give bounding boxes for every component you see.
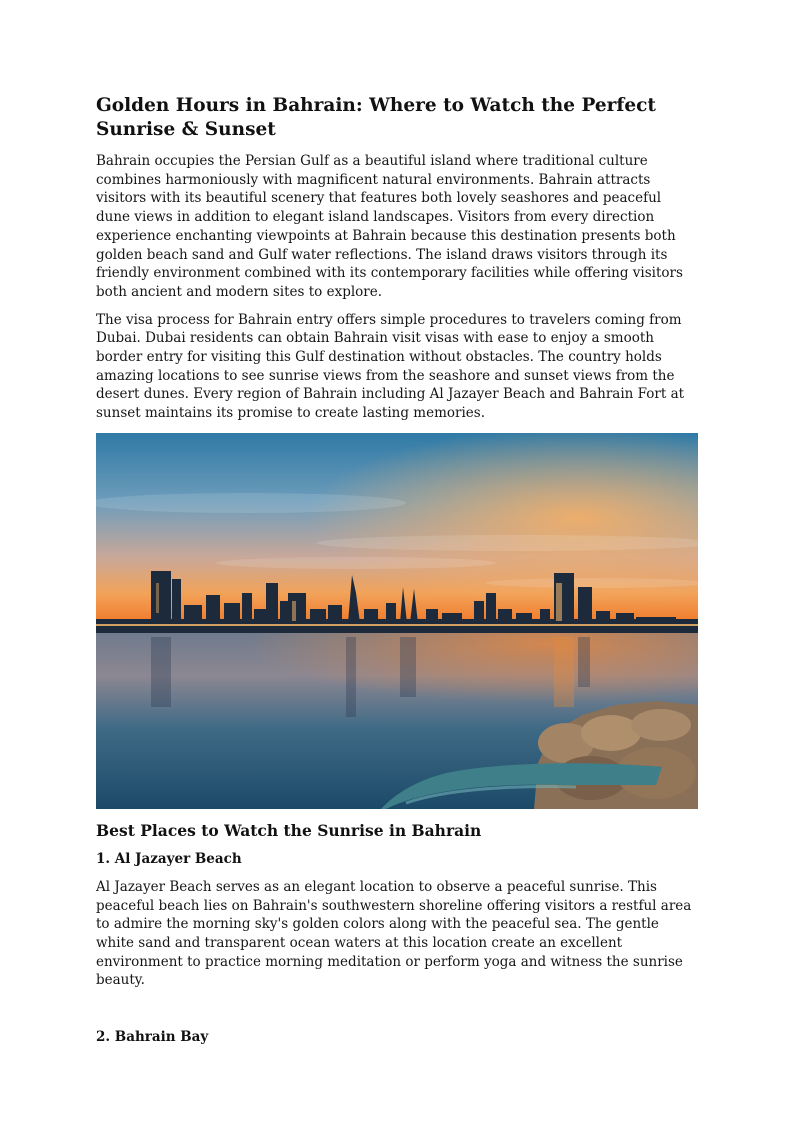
intro-paragraph: Bahrain occupies the Persian Gulf as a beautiful island where traditional culture combines harmoniously with magnificent natural environments. Bahrain attracts visitors with its beautiful scenery that features both lovely seashores and peaceful dune views in addition to elegant island landscapes. Visitors from every direction experience enchanting viewpoints at Bahrain because this destination presents both golden beach sand and Gulf water reflections. The island draws visitors through its friendly environment combined with its contemporary facilities while offering visitors both ancient and modern sites to explore. [96,153,683,300]
section-heading: Best Places to Watch the Sunrise in Bahrain [96,820,482,840]
article-title: Golden Hours in Bahrain: Where to Watch the Perfect Sunrise & Sunset [96,95,656,140]
place-heading: 2. Bahrain Bay [96,1029,209,1046]
hero-image [96,433,698,809]
skyline-photo [96,433,698,809]
intro-paragraph: The visa process for Bahrain entry offers simple procedures to travelers coming from Dubai. Dubai residents can obtain Bahrain visit visas with ease to enjoy a smooth border entry for visiting this Gulf destination without obstacles. The country holds amazing locations to see sunrise views from the seashore and sunset views from the desert dunes. Every region of Bahrain including Al Jazayer Beach and Bahrain Fort at sunset maintains its promise to create lasting memories. [96,311,685,422]
place-heading: 1. Al Jazayer Beach [96,850,242,867]
article [96,94,698,1056]
sunset-glow [96,433,698,633]
place-description: Al Jazayer Beach serves as an elegant location to observe a peaceful sunrise. This peaceful beach lies on Bahrain's southwestern shoreline offering visitors a restful area to admire the morning sky's golden colors along with the peaceful sea. The gentle white sand and transparent ocean waters at this location create an excellent environment to practice morning meditation or perform yoga and witness the sunrise beauty. [96,878,692,989]
